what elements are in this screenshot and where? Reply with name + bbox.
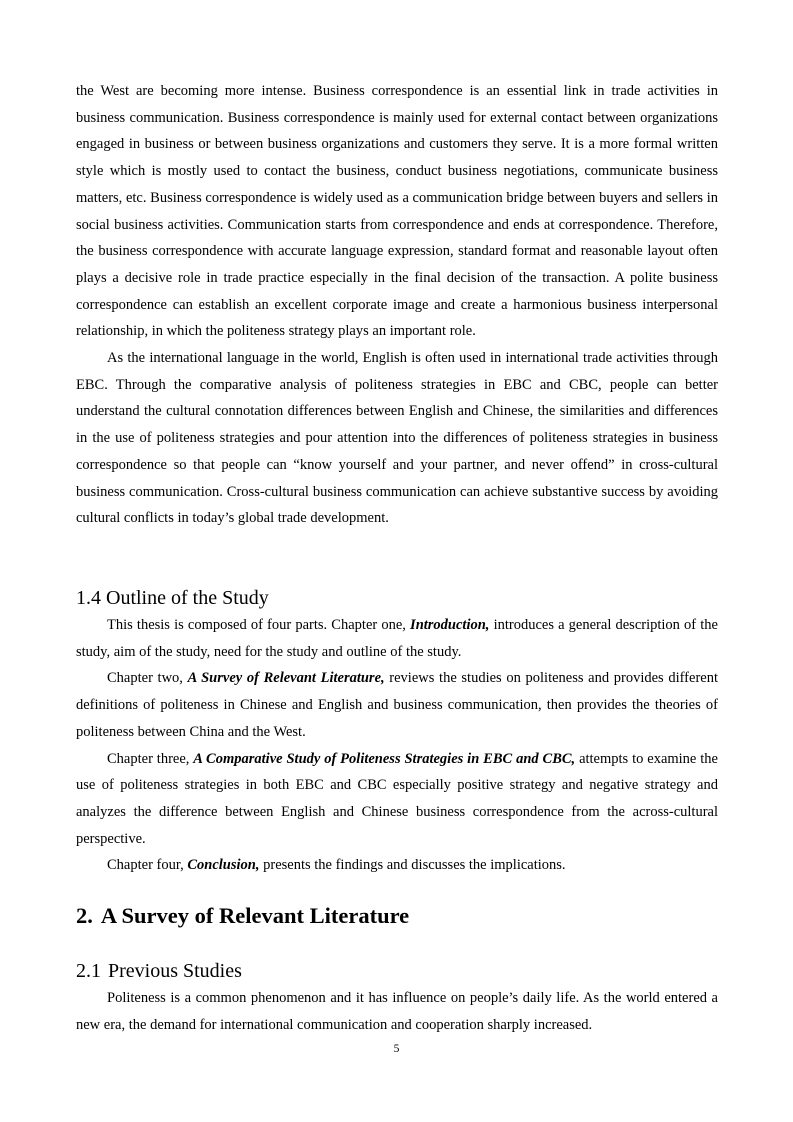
paragraph-chapter-three bbox=[76, 746, 718, 853]
chapter-three-text-after: attempts to examine the use of politeness strategies in both EBC and CBC especially positive strategy and negative strategy and analyzes the difference between English and Chinese business correspondence from the across-cultural perspective. bbox=[76, 750, 718, 847]
chapter-title: A Survey of Relevant Literature bbox=[100, 903, 410, 928]
section-title: Previous Studies bbox=[108, 960, 242, 982]
section-heading-1-4: 1.4 Outline of the Study bbox=[76, 587, 269, 609]
paragraph-continued: the West are becoming more intense. Business correspondence is an essential link in trade activities in business communication. Business correspondence is mainly used for external contact between organizations engaged in business or between business organizations and customers they serve. It is a more formal written style which is mostly used to contact the business, conduct business negotiations, communicate business matters, etc. Business correspondence is widely used as a communication bridge between buyers and sellers in social business activities. Communication starts from correspondence and ends at correspondence. Therefore, the business correspondence with accurate language expression, standard format and reasonable layout often plays a decisive role in trade practice especially in the final decision of the transaction. A polite business correspondence can establish an excellent corporate image and create a harmonious business interpersonal relationship, in which the politeness strategy plays an important role. bbox=[76, 83, 718, 340]
paragraph-chapter-one bbox=[76, 612, 718, 665]
chapter-three-text-before: Chapter three, bbox=[107, 750, 194, 767]
page-number: 5 bbox=[393, 1043, 400, 1055]
paragraph-chapter-two bbox=[76, 665, 718, 745]
chapter-four-text-after: presents the findings and discusses the implications. bbox=[259, 857, 566, 874]
paragraph-politeness: Politeness is a common phenomenon and it has influence on people’s daily life. As the world entered a new era, the demand for international communication and cooperation sharply increased. bbox=[76, 990, 718, 1033]
section-number: 2.1 bbox=[76, 960, 101, 982]
chapter-two-title: A Survey of Relevant Literature, bbox=[187, 670, 385, 687]
chapter-one-title: Introduction, bbox=[410, 617, 490, 633]
chapter-two-text-before: Chapter two, bbox=[107, 670, 188, 687]
paragraph-english-ebc: As the international language in the world, English is often used in international trade activities through EBC. Through the comparative analysis of politeness strategies in EBC and CBC, people can better understand the cultural connotation differences between English and Chinese, the similarities and differences in the use of politeness strategies and pour attention into the differences of politeness strategies in business correspondence so that people can “know yourself and your partner, and never offend” in cross-cultural business communication. Cross-cultural business communication can achieve substantive success by avoiding cultural conflicts in today’s global trade development. bbox=[76, 350, 718, 527]
chapter-heading-2 bbox=[76, 902, 409, 930]
section-heading-2-1 bbox=[76, 959, 242, 983]
paragraph-chapter-four bbox=[76, 852, 718, 879]
chapter-two-text-after: reviews the studies on politeness and provides different definitions of politeness in Chinese and English and business communication, then provides the theories of politeness between China and the West. bbox=[76, 670, 718, 740]
chapter-one-text-before: This thesis is composed of four parts. Chapter one, bbox=[107, 617, 411, 633]
chapter-four-title: Conclusion, bbox=[187, 857, 260, 874]
intro-paragraphs bbox=[76, 78, 718, 532]
chapter-three-title: A Comparative Study of Politeness Strategies in EBC and CBC, bbox=[193, 750, 576, 767]
previous-studies-paragraphs bbox=[76, 985, 718, 1038]
chapter-number: 2. bbox=[76, 903, 93, 928]
outline-paragraphs bbox=[76, 612, 718, 879]
chapter-one-text-after: introduces a general description of the study, aim of the study, need for the study and outline of the study. bbox=[76, 617, 718, 660]
chapter-four-text-before: Chapter four, bbox=[107, 857, 188, 874]
